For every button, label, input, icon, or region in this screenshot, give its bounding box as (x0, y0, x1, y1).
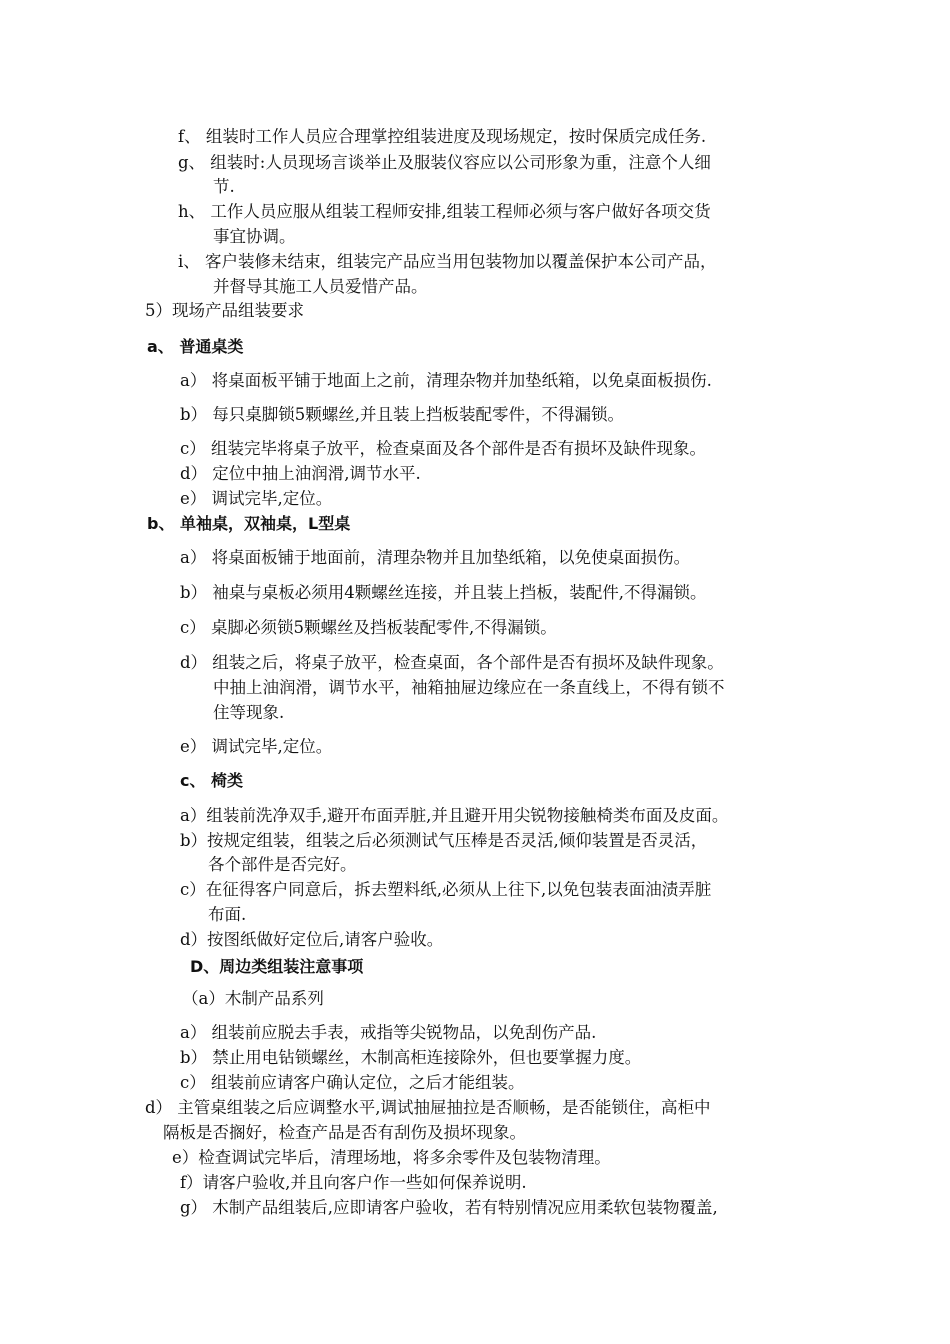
item-g-cont: 节. (213, 177, 235, 196)
list-item-cont: 各个部件是否完好。 (208, 855, 357, 874)
list-item: c）在征得客户同意后，拆去塑料纸,必须从上往下,以免包装表面油渍弄脏 (180, 880, 712, 899)
list-item: a） 组装前应脱去手表，戒指等尖锐物品，以免刮伤产品. (180, 1023, 597, 1042)
list-item: b） 每只桌脚锁5颗螺丝,并且装上挡板装配零件，不得漏锁。 (180, 405, 625, 424)
list-item: c） 桌脚必须锁5颗螺丝及挡板装配零件,不得漏锁。 (180, 618, 557, 637)
subsection-c-heading: c、 椅类 (180, 771, 244, 790)
list-item: a）组装前洗净双手,避开布面弄脏,并且避开用尖锐物接触椅类布面及皮面。 (180, 806, 729, 825)
item-g: g、 组装时:人员现场言谈举止及服装仪容应以公司形象为重，注意个人细 (178, 153, 711, 172)
list-item: e） 调试完毕,定位。 (180, 737, 333, 756)
list-item: f）请客户验收,并且向客户作一些如何保养说明. (180, 1173, 527, 1192)
list-item: d） 主管桌组装之后应调整水平,调试抽屉抽拉是否顺畅，是否能锁住，高柜中 (145, 1098, 711, 1117)
item-h: h、 工作人员应服从组装工程师安排,组装工程师必须与客户做好各项交货 (178, 202, 711, 221)
list-item: d） 定位中抽上油润滑,调节水平. (180, 464, 421, 483)
subsection-a-heading: a、 普通桌类 (147, 337, 244, 356)
list-item: d） 组装之后，将桌子放平，检查桌面，各个部件是否有损坏及缺件现象。 (180, 653, 724, 672)
subsection-d-heading: D、周边类组装注意事项 (190, 957, 364, 976)
item-i: i、 客户装修未结束，组装完产品应当用包装物加以覆盖保护本公司产品， (178, 252, 717, 271)
section-5-heading: 5）现场产品组装要求 (145, 301, 304, 320)
list-item: b） 禁止用电钻锁螺丝，木制高柜连接除外，但也要掌握力度。 (180, 1048, 642, 1067)
list-item-cont: 中抽上油润滑，调节水平，袖箱抽屉边缘应在一条直线上，不得有锁不 (213, 678, 725, 697)
list-item: b） 袖桌与桌板必须用4颗螺丝连接，并且装上挡板，装配件,不得漏锁。 (180, 583, 707, 602)
list-item: b）按规定组装，组装之后必须测试气压棒是否灵活,倾仰装置是否灵活， (180, 831, 708, 850)
item-h-cont: 事宜协调。 (213, 227, 296, 246)
subsection-b-heading: b、 单袖桌，双袖桌，L型桌 (147, 514, 351, 533)
item-f: f、 组装时工作人员应合理掌控组装进度及现场规定，按时保质完成任务. (178, 127, 707, 146)
list-item: c） 组装前应请客户确认定位，之后才能组装。 (180, 1073, 525, 1092)
list-item-cont: 住等现象. (213, 703, 285, 722)
item-i-cont: 并督导其施工人员爱惜产品。 (213, 277, 428, 296)
list-item: e）检查调试完毕后，清理场地，将多余零件及包装物清理。 (172, 1148, 611, 1167)
list-item-cont: 隔板是否搁好，检查产品是否有刮伤及损坏现象。 (163, 1123, 526, 1142)
list-item: g） 木制产品组装后,应即请客户验收，若有特别情况应用柔软包装物覆盖, (180, 1198, 718, 1217)
list-item: c） 组装完毕将桌子放平，检查桌面及各个部件是否有损坏及缺件现象。 (180, 439, 706, 458)
list-item: a） 将桌面板平铺于地面上之前，清理杂物并加垫纸箱，以免桌面板损伤. (180, 371, 712, 390)
list-item: a） 将桌面板铺于地面前，清理杂物并且加垫纸箱，以免使桌面损伤。 (180, 548, 691, 567)
list-item-cont: 布面. (208, 905, 247, 924)
subsection-wood-heading: （a）木制产品系列 (182, 989, 324, 1008)
list-item: e） 调试完毕,定位。 (180, 489, 333, 508)
list-item: d）按图纸做好定位后,请客户验收。 (180, 930, 444, 949)
